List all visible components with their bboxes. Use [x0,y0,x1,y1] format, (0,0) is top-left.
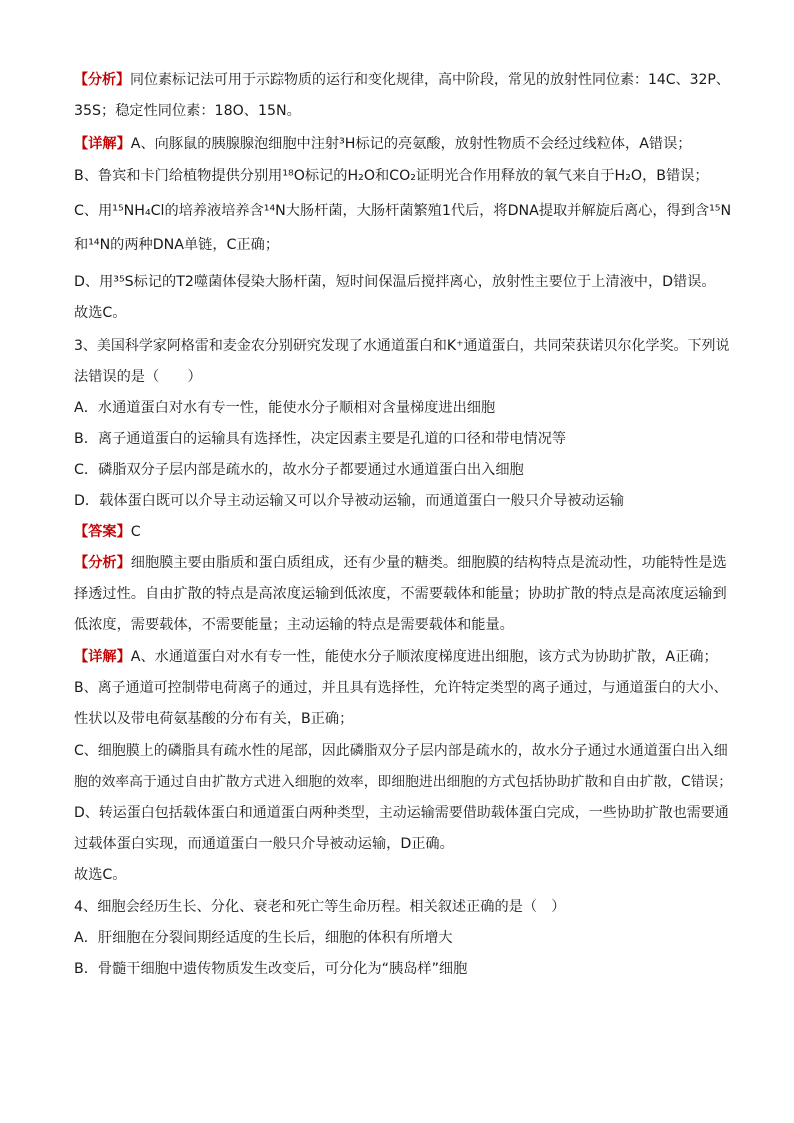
detail-tag: 【详解】 [74,136,131,152]
answer-tag: 【答案】 [74,524,131,540]
analysis-line-1: 【分析】同位素标记法可用于示踪物质的运行和变化规律，高中阶段，常见的放射性同位素：14C、32P、 [74,72,730,88]
analysis-tag: 【分析】 [74,72,130,88]
q3-detail-b2: 性状以及带电荷氨基酸的分布有关，B正确； [74,711,354,727]
detail-line-c2: 和¹⁴N的两种DNA单链，C正确； [74,237,280,253]
q3-analysis-line-2: 择透过性。自由扩散的特点是高浓度运输到低浓度，不需要载体和能量；协助扩散的特点是高浓度运输到 [74,586,727,602]
q3-stem-line-1: 3、美国科学家阿格雷和麦金农分别研究发现了水通道蛋白和K⁺通道蛋白，共同荣获诺贝尔化学奖。下列说 [74,338,730,354]
q3-option-c: C．磷脂双分子层内部是疏水的，故水分子都要通过水通道蛋白出入细胞 [74,462,524,478]
q3-analysis-line-1: 【分析】细胞膜主要由脂质和蛋白质组成，还有少量的糖类。细胞膜的结构特点是流动性，功能特性是选 [74,555,727,571]
q3-detail-c2: 胞的效率高于通过自由扩散方式进入细胞的效率，即细胞进出细胞的方式包括协助扩散和自由扩散，C错误； [74,774,733,790]
analysis-line-2: 35S；稳定性同位素：18O、15N。 [74,103,301,119]
q3-select-answer: 故选C。 [74,867,127,883]
q3-detail-d1: D、转运蛋白包括载体蛋白和通道蛋白两种类型，主动运输需要借助载体蛋白完成，一些协助扩散也需要通 [74,805,729,821]
q3-option-b: B．离子通道蛋白的运输具有选择性，决定因素主要是孔道的口径和带电情况等 [74,431,567,447]
detail-line-d: D、用³⁵S标记的T2噬菌体侵染大肠杆菌，短时间保温后搅拌离心，放射性主要位于上清液中，D错误。 [74,274,716,290]
q3-option-d: D．载体蛋白既可以介导主动运输又可以介导被动运输，而通道蛋白一般只介导被动运输 [74,493,625,509]
q3-answer: 【答案】C [74,524,141,540]
q4-stem: 4、细胞会经历生长、分化、衰老和死亡等生命历程。相关叙述正确的是（ ） [74,899,566,915]
detail-line-b: B、鲁宾和卡门给植物提供分别用¹⁸O标记的H₂O和CO₂证明光合作用释放的氧气来自于H₂O，B错误； [74,168,709,184]
q4-option-a: A．肝细胞在分裂间期经适度的生长后，细胞的体积有所增大 [74,930,453,946]
detail-line-c1: C、用¹⁵NH₄Cl的培养液培养含¹⁴N大肠杆菌，大肠杆菌繁殖1代后，将DNA提取并解旋后离心，得到含¹⁵N [74,203,732,219]
q3-option-a: A．水通道蛋白对水有专一性，能使水分子顺相对含量梯度进出细胞 [74,400,496,416]
q3-detail-b1: B、离子通道可控制带电荷离子的通过，并且具有选择性，允许特定类型的离子通过，与通道蛋白的大小、 [74,680,728,696]
q3-detail-d2: 过载体蛋白实现，而通道蛋白一般只介导被动运输，D正确。 [74,836,454,852]
select-answer: 故选C。 [74,305,127,321]
detail-tag: 【详解】 [74,649,131,665]
q3-detail-a: 【详解】A、水通道蛋白对水有专一性，能使水分子顺浓度梯度进出细胞，该方式为协助扩散，A正确； [74,649,718,665]
q3-detail-c1: C、细胞膜上的磷脂具有疏水性的尾部，因此磷脂双分子层内部是疏水的，故水分子通过水通道蛋白出入细 [74,743,728,759]
q3-analysis-line-3: 低浓度，需要载体，不需要能量；主动运输的特点是需要载体和能量。 [74,617,514,633]
detail-line-a: 【详解】A、向豚鼠的胰腺腺泡细胞中注射³H标记的亮氨酸，放射性物质不会经过线粒体，A错误； [74,136,692,152]
q4-option-b: B．骨髓干细胞中遗传物质发生改变后，可分化为“胰岛样”细胞 [74,961,468,977]
q3-stem-line-2: 法错误的是（ ） [74,369,202,385]
analysis-tag: 【分析】 [74,555,131,571]
